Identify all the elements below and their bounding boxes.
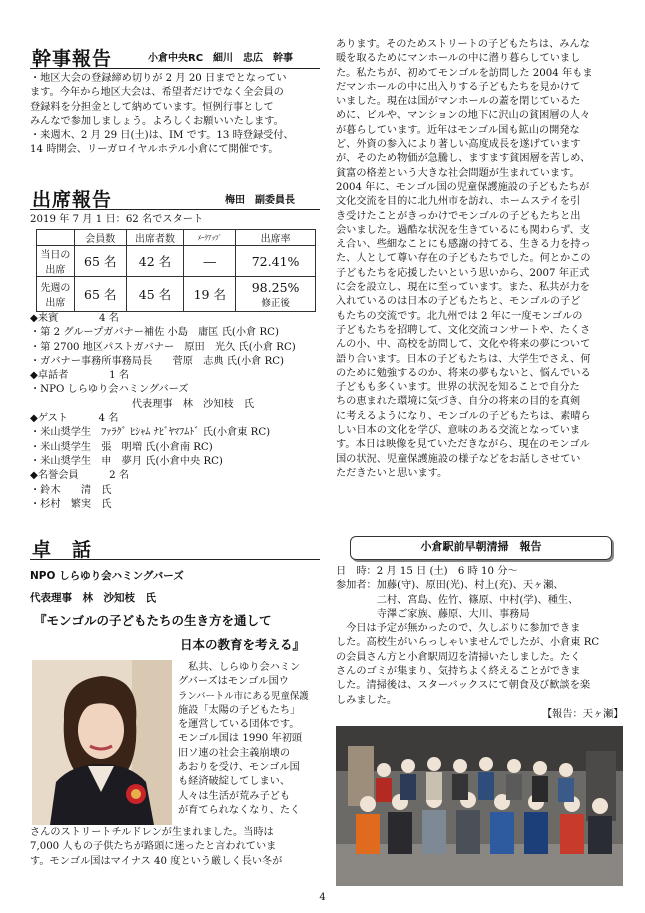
text-line: んの小、中、高校を訪問して、文化や将来の夢について: [336, 339, 591, 351]
text-line: あおりを受け、モンゴル国: [178, 762, 300, 774]
text-line: めに、ビルや、マンションの地下に沢山の貧困層の人々: [336, 110, 591, 122]
text-line: もたちの交流です。北九州では 2 年に一度モンゴルの: [336, 310, 583, 322]
text-line: す。モンゴル国はマイナス 40 度という厳しく長い冬が: [30, 855, 283, 867]
rate-cell: 72.41%: [236, 246, 316, 277]
text-line: に会を設立し、現在に至っています。また、私共が力を: [336, 282, 590, 294]
speech-speaker: 代表理事 林 沙知枝 氏: [30, 592, 156, 604]
text-line: 7,000 人もの子供たちが路頭に迷ったと言われていま: [30, 841, 277, 853]
attendance-start: 2019 年 7 月 1 日：62 名でスタート: [30, 214, 204, 225]
text-line: のために勉強するのか、将来の夢もないと、悩んでいる: [336, 367, 591, 379]
present-cell: 42 名: [126, 246, 184, 277]
text-line: みんなで参加しましょう。よろしくお願いいたします。: [30, 115, 284, 127]
row-label: 出席: [45, 298, 66, 309]
text-line: を運営している団体です。: [178, 719, 300, 731]
speaker-photo: [32, 660, 172, 825]
text-line: さんのゴミが集まり、気持ちよく終えることができま: [336, 666, 581, 678]
speech-title-1: 『モンゴルの子どもたちの生き方を通して: [34, 613, 272, 628]
row-label: 当日の: [40, 250, 71, 261]
text-line: しみました。: [336, 694, 398, 706]
text-line: に考えるようになり、モンゴルの子どもたちは、素晴ら: [336, 410, 591, 422]
text-line: 14 時開会、リーガロイヤルホテル小倉にて開催です。: [30, 144, 279, 156]
text-line: 語り合います。日本の子どもたちは、大学生でさえ、何: [336, 353, 591, 365]
text-line: の会員さん方と小倉駅周辺を清掃いたしました。たく: [336, 651, 581, 663]
text-line: 日 時：2 月 15 日 (土) 6 時 10 分～: [336, 566, 518, 577]
table-header-row: [37, 230, 316, 246]
text-line: 貧富の格差という大きな社会問題が生まれています。: [336, 167, 580, 179]
list-item: ◆ゲスト 4 名: [30, 413, 119, 425]
text-line: え合い、些細なことにも感謝の持てる、生きる力を持っ: [336, 239, 591, 251]
text-line: 登録料を分担金として納めています。恒例行事として: [30, 101, 274, 113]
text-line: ど、外資の参入により著しい高度成長を遂げています: [336, 139, 581, 151]
text-line: ・地区大会の登録締め切りが 2 月 20 日までとなってい: [30, 73, 287, 84]
cleanup-title-box: 小倉駅前早朝清掃 報告: [350, 536, 612, 560]
text-line: ランバートル市にある児童保護: [178, 690, 309, 702]
text-line: が育てられなくなり、たく: [178, 804, 301, 816]
table-header: ﾒｰｸｱｯﾌﾟ: [184, 230, 236, 246]
cleanup-text: [336, 565, 599, 708]
text-line: た。私たちが、初めてモンゴルを訪問した 2004 年もま: [336, 67, 593, 79]
attendance-list: [30, 312, 296, 512]
text-line: した。清掃後は、スターバックスにて朝食及び歓談を楽: [336, 680, 591, 692]
text-line: ・来週木、2 月 29 日(土)は、IM です。13 時登録受付、: [30, 130, 294, 142]
divider: [30, 209, 320, 210]
speech-org: NPO しらゆり会ハミングバーズ: [30, 570, 184, 582]
speaker-portrait-icon: [32, 660, 172, 825]
speech-heading: 卓 話: [32, 539, 93, 561]
list-item: 代表理事 林 沙知枝 氏: [30, 398, 255, 410]
list-item: ・鈴木 清 氏: [30, 484, 112, 496]
row-label: 出席: [45, 265, 66, 276]
secretary-heading: 幹事報告: [32, 48, 113, 70]
attendance-byline: 梅田 副委員長: [225, 195, 295, 206]
text-line: 国の状況、児童保護施設の様子などをお話しさせてい: [336, 453, 581, 465]
table-header: 出席率: [236, 230, 316, 246]
table-header: 出席者数: [126, 230, 184, 246]
list-item: ・米山奨学生 ﾌｧﾗｸﾞ ﾋｼｬﾑ ﾅﾋﾞﾔﾏﾌﾑﾄﾞ 氏(小倉東 RC): [30, 427, 271, 439]
text-line: ます。今年から地区大会は、希望者だけでなく全会員の: [30, 87, 284, 99]
text-line: 子どもたちを応援したいという思いから、2007 年正式: [336, 267, 590, 279]
list-item: ・米山奨学生 張 明増 氏(小倉南 RC): [30, 441, 213, 453]
table-row: [37, 246, 316, 277]
divider: [30, 559, 320, 560]
text-line: 暖を取るためにマンホールの中に潜り暮らしていまし: [336, 53, 581, 65]
text-line: 二村、宮島、佐竹、篠原、中村(学)、種生、: [336, 594, 579, 606]
text-line: す。本日は映像を見ていただきながら、現在のモンゴル: [336, 439, 590, 451]
list-item: ・第 2700 地区パストガバナー 原田 光久 氏(小倉 RC): [30, 341, 296, 353]
text-line: 子どもも多くいます。世界の状況を知ることで自分た: [336, 382, 580, 394]
text-line: グバーズはモンゴル国ウ: [178, 676, 289, 688]
text-line: だマンホールの中に出入りする子どもたちを見かけて: [336, 81, 581, 93]
table-header: 会員数: [74, 230, 126, 246]
attendance-table: [36, 229, 316, 312]
text-line: 旧ソ連の社会主義崩壊の: [178, 747, 291, 759]
speech-side-text: [178, 661, 309, 818]
text-line: 寺澤ご家族、藤原、大川、事務局: [336, 608, 530, 620]
table-row: [37, 277, 316, 312]
text-line: しい日本の文化を学び、意味のある交流となっていま: [336, 425, 581, 437]
members-cell: 65 名: [74, 277, 126, 312]
text-line: た、人として尊い存在の子どもたちでした。何とかこの: [336, 253, 591, 265]
text-line: 私共、しらゆり会ハミン: [178, 662, 301, 673]
text-line: 人々は生活が荒み子ども: [178, 790, 291, 802]
text-line: 2004 年に、モンゴル国の児童保護施設の子どもたちが: [336, 181, 590, 193]
secretary-text: [30, 72, 294, 158]
text-line: モンゴル国は 1990 年初頭: [178, 733, 303, 745]
speech-continued-text: [336, 38, 593, 481]
text-line: ただきたいと思います。: [336, 467, 448, 479]
list-item: ◆来賓 4 名: [30, 313, 119, 324]
group-photo: [336, 726, 623, 886]
rate-note: 修正後: [261, 297, 290, 309]
text-line: が、そのため物価が急騰し、ますます貧困層を苦しめ、: [336, 153, 591, 165]
text-line: 文化交流を目的に北九州市を訪れ、ホームステイを引: [336, 196, 581, 208]
list-item: ◆名誉会員 2 名: [30, 470, 130, 482]
text-line: 子どもたちを招聘して、文化交流コンサートや、たくさ: [336, 324, 591, 336]
makeup-cell: ―: [184, 246, 236, 277]
list-item: ・米山奨学生 申 夢月 氏(小倉中央 RC): [30, 455, 223, 467]
row-label: 先週の: [40, 283, 71, 294]
speech-full-text: [30, 826, 282, 869]
divider: [30, 68, 320, 69]
secretary-byline: 小倉中央RC 細川 忠広 幹事: [148, 53, 294, 64]
list-item: ・第 2 グループガバナー補佐 小島 庸匡 氏(小倉 RC): [30, 327, 279, 339]
members-cell: 65 名: [74, 246, 126, 277]
text-line: さんのストリートチルドレンが生まれました。当時は: [30, 827, 274, 838]
text-line: も経済破綻してしまい、: [178, 776, 291, 788]
present-cell: 45 名: [126, 277, 184, 312]
rate-cell: 98.25%: [251, 279, 300, 295]
text-line: が暮らしています。近年はモンゴル国も鉱山の開発な: [336, 124, 580, 136]
text-line: 施設「太陽の子どもたち」: [178, 704, 301, 716]
page-number: 4: [319, 892, 326, 903]
group-people-icon: [336, 726, 623, 886]
list-item: ・ガバナー事務所事務局長 菅原 志典 氏(小倉 RC): [30, 355, 285, 367]
list-item: ・NPO しらゆり会ハミングバーズ: [30, 384, 189, 396]
cleanup-credit: 【報告：天ヶ瀬】: [542, 709, 624, 720]
attendance-heading: 出席報告: [32, 189, 113, 211]
text-line: 入れているのは日本の子どもたちと、モンゴルの子ど: [336, 296, 581, 308]
list-item: ◆卓話者 1 名: [30, 370, 130, 382]
text-line: 参加者：加藤(守)、原田(光)、村上(充)、天ヶ瀬、: [336, 580, 564, 592]
text-line: ちの恵まれた環境に気づき、自分の将来の目的を真剣: [336, 396, 581, 408]
text-line: あります。そのためストリートの子どもたちは、みんな: [336, 39, 590, 50]
list-item: ・杉村 繁実 氏: [30, 498, 112, 510]
makeup-cell: 19 名: [184, 277, 236, 312]
speech-title-2: 日本の教育を考える』: [180, 637, 306, 652]
text-line: いました。現在は国がマンホールの蓋を閉じているた: [336, 96, 581, 108]
table-header: [37, 230, 75, 246]
text-line: 今日は予定が無かったので、久しぶりに参加できま: [336, 623, 581, 635]
text-line: き受けたことがきっかけでモンゴルの子どもたちと出: [336, 210, 581, 222]
text-line: 会いました。過酷な状況を生きているにも関わらず、支: [336, 224, 590, 236]
text-line: した。高校生がいらっしゃいませんでしたが、小倉東 RC: [336, 637, 600, 649]
